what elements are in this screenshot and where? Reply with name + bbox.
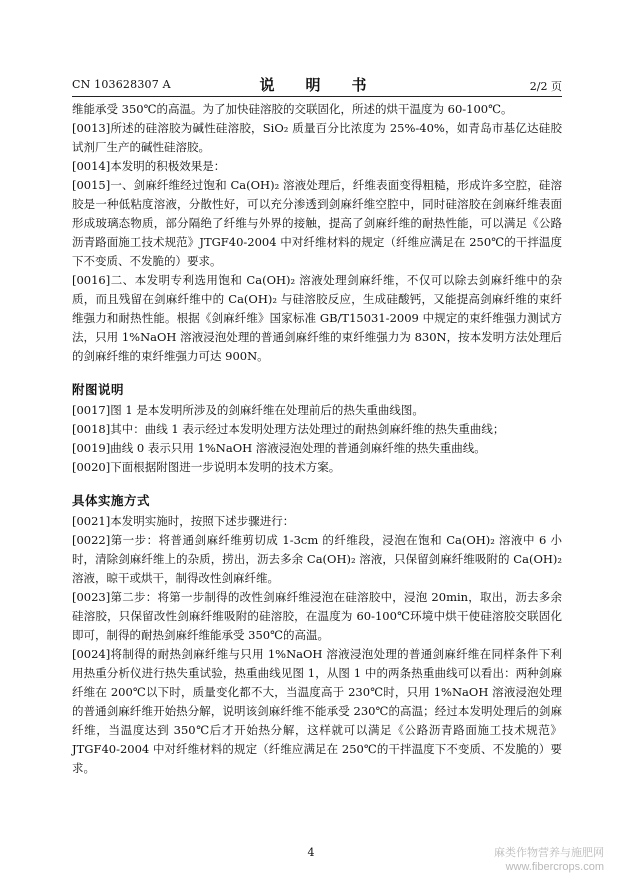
paragraph [72, 512, 562, 531]
paragraph-number: [0023] [72, 590, 111, 604]
section-heading-figures: 附图说明 [72, 382, 125, 397]
site-watermark [494, 846, 604, 874]
document-number: CN 103628307 A [72, 78, 171, 91]
paragraph-text: 维能承受 350℃的高温。为了加快硅溶胶的交联固化，所述的烘干温度为 60-100℃。 [72, 102, 513, 116]
page-number: 4 [307, 846, 315, 859]
paragraph [72, 271, 562, 366]
paragraph [72, 401, 562, 420]
paragraph-number: [0015] [72, 178, 111, 192]
paragraph [72, 531, 562, 588]
watermark-url: www.fibercrops.com [505, 861, 604, 873]
paragraph-text: 图 1 是本发明所涉及的剑麻纤维在处理前后的热失重曲线图。 [110, 403, 424, 417]
paragraph-text: 所述的硅溶胶为碱性硅溶胶，SiO₂ 质量百分比浓度为 25%-40%，如青岛市基亿达硅胶试剂厂生产的碱性硅溶胶。 [72, 121, 562, 154]
paragraph-text: 本发明的积极效果是： [110, 159, 226, 173]
paragraph-text: 其中：曲线 1 表示经过本发明处理方法处理过的耐热剑麻纤维的热失重曲线； [110, 422, 505, 436]
paragraph [72, 458, 562, 477]
paragraph-number: [0022] [72, 533, 111, 547]
paragraph-number: [0019] [72, 441, 111, 455]
paragraph [72, 119, 562, 157]
paragraph-continued [72, 100, 562, 119]
paragraph-number: [0024] [72, 647, 111, 661]
paragraph [72, 420, 562, 439]
paragraph-text: 将制得的耐热剑麻纤维与只用 1%NaOH 溶液浸泡处理的普通剑麻纤维在同样条件下利用热重分析仪进行热失重试验，热重曲线见图 1，从图 1 中的两条热重曲线可以看出：两种剑麻纤维在 200℃以下时，质量变化都不大，当温度高于 230℃时，只用 1%NaOH 溶液浸泡处理的普通剑麻纤维开始热分解，说明该剑麻纤维不能承受 230℃的高温；经过本发明处理后的剑麻纤维，当温度达到 350℃后才开始热分解，这样就可以满足《公路沥青路面施工技术规范》JTGF40-2004 中对纤维材料的规定（纤维应满足在 250℃的干拌温度下不变质、不发脆的）要求。 [72, 647, 562, 775]
paragraph-number: [0016] [72, 273, 111, 287]
paragraph-number: [0021] [72, 514, 111, 528]
paragraph [72, 645, 562, 778]
paragraph-text: 一、剑麻纤维经过饱和 Ca(OH)₂ 溶液处理后，纤维表面变得粗糙，形成许多空腔，硅溶胶是一种低粘度溶液，分散性好，可以充分渗透到剑麻纤维空腔中，同时硅溶胶在剑麻纤维表面形成玻璃态物质，部分隔绝了纤维与外界的接触，提高了剑麻纤维的耐热性能，可以满足《公路沥青路面施工技术规范》JTGF40-2004 中对纤维材料的规定（纤维应满足在 250℃的干拌温度下不变质、不发脆的）要求。 [72, 178, 562, 268]
paragraph [72, 176, 562, 271]
paragraph-number: [0013] [72, 121, 111, 135]
watermark-title: 麻类作物营养与施肥网 [494, 847, 604, 859]
paragraph-text: 第二步：将第一步制得的改性剑麻纤维浸泡在硅溶胶中，浸泡 20min，取出，沥去多余硅溶胶，只保留改性剑麻纤维吸附的硅溶胶，在温度为 60-100℃环境中烘干使硅溶胶交联固化即可，制得的耐热剑麻纤维能承受 350℃的高温。 [72, 590, 562, 642]
paragraph-text: 二、本发明专利选用饱和 Ca(OH)₂ 溶液处理剑麻纤维，不仅可以除去剑麻纤维中的杂质，而且残留在剑麻纤维中的 Ca(OH)₂ 与硅溶胶反应，生成硅酸钙，又能提高剑麻纤维的束纤维强力和耐热性能。根据《剑麻纤维》国家标准 GB/T15031-2009 中规定的束纤维强力测试方法，只用 1%NaOH 溶液浸泡处理的普通剑麻纤维的束纤维强力为 830N，按本发明方法处理后的剑麻纤维的束纤维强力可达 900N。 [72, 273, 562, 363]
paragraph-text: 下面根据附图进一步说明本发明的技术方案。 [110, 460, 341, 474]
document-title: 说 明 书 [259, 76, 375, 94]
paragraph-number: [0014] [72, 159, 111, 173]
document-body [72, 100, 562, 778]
paragraph-number: [0018] [72, 422, 111, 436]
paragraph-number: [0020] [72, 460, 111, 474]
paragraph-text: 曲线 0 表示只用 1%NaOH 溶液浸泡处理的普通剑麻纤维的热失重曲线。 [110, 441, 486, 455]
page-header [72, 74, 562, 94]
paragraph [72, 439, 562, 458]
paragraph-text: 本发明实施时，按照下述步骤进行： [110, 514, 295, 528]
paragraph-number: [0017] [72, 403, 111, 417]
paragraph [72, 588, 562, 645]
header-rule [72, 96, 562, 97]
page-indicator: 2/2 页 [529, 80, 562, 93]
paragraph [72, 157, 562, 176]
paragraph-text: 第一步：将普通剑麻纤维剪切成 1-3cm 的纤维段，浸泡在饱和 Ca(OH)₂ 溶液中 6 小时，清除剑麻纤维上的杂质，捞出，沥去多余 Ca(OH)₂ 溶液，只保留剑麻纤维吸附的 Ca(OH)₂ 溶液，晾干或烘干，制得改性剑麻纤维。 [72, 533, 562, 585]
section-heading-embodiments: 具体实施方式 [72, 493, 151, 508]
